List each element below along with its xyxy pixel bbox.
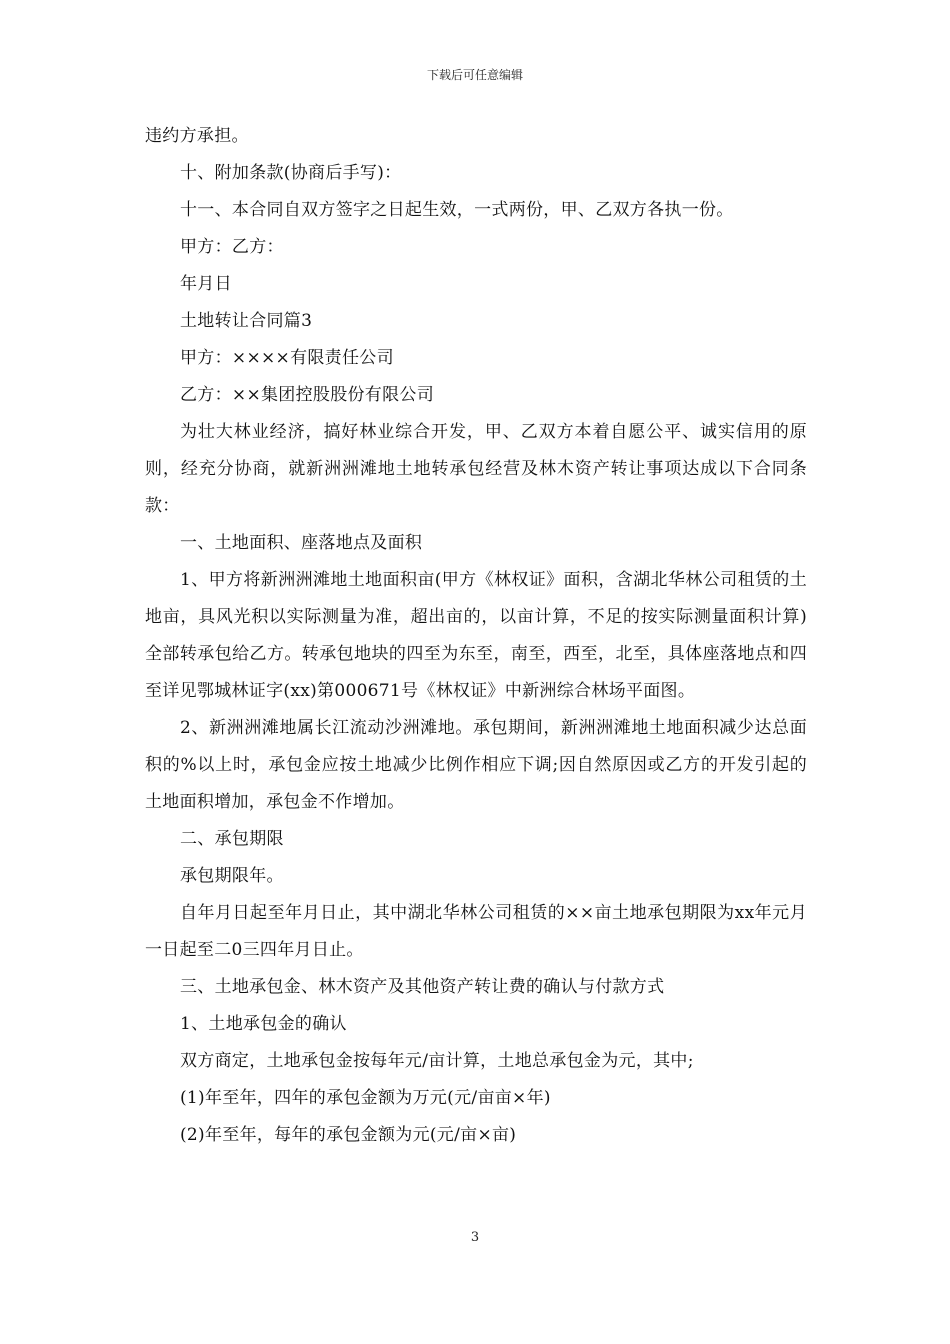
document-body: [145, 118, 807, 1154]
paragraph: 双方商定，土地承包金按每年元/亩计算，土地总承包金为元，其中;: [180, 1051, 694, 1071]
paragraph: 承包期限年。: [180, 866, 284, 886]
paragraph: 自年月日起至年月日止，其中湖北华林公司租赁的××亩土地承包期限为xx年元月一日起至二0三四年月日止。: [145, 903, 807, 960]
paragraph: 为壮大林业经济，搞好林业综合开发，甲、乙双方本着自愿公平、诚实信用的原则，经充分协商，就新洲洲滩地土地转承包经营及林木资产转让事项达成以下合同条款：: [145, 422, 807, 516]
paragraph: 2、新洲洲滩地属长江流动沙洲滩地。承包期间，新洲洲滩地土地面积减少达总面积的%以上时，承包金应按土地减少比例作相应下调;因自然原因或乙方的开发引起的土地面积增加，承包金不作增加。: [145, 718, 807, 812]
clause-heading: 三、土地承包金、林木资产及其他资产转让费的确认与付款方式: [180, 977, 665, 997]
clause-heading: 二、承包期限: [180, 829, 284, 849]
clause-heading: 一、土地面积、座落地点及面积: [180, 533, 423, 553]
page-header: 下载后可任意编辑: [426, 68, 523, 82]
paragraph: 1、甲方将新洲洲滩地土地面积亩(甲方《林权证》面积，含湖北华林公司租赁的土地亩，具风光积以实际测量为准，超出亩的，以亩计算，不足的按实际测量面积计算)全部转承包给乙方。转承包地块的四至为东至，南至，西至，北至，具体座落地点和四至详见鄂城林证字(xx)第000671号《林权证》中新洲综合林场平面图。: [145, 570, 807, 701]
paragraph: 违约方承担。: [145, 126, 249, 146]
list-item: (2)年至年，每年的承包金额为元(元/亩×亩): [180, 1125, 517, 1145]
list-item: (1)年至年，四年的承包金额为万元(元/亩亩×年): [180, 1088, 551, 1108]
party-b: 乙方：××集团控股股份有限公司: [180, 385, 434, 405]
paragraph: 十、附加条款(协商后手写)：: [180, 163, 402, 183]
page-number: 3: [470, 1230, 480, 1245]
party-a: 甲方：××××有限责任公司: [180, 348, 394, 368]
paragraph: 年月日: [180, 274, 232, 294]
paragraph: 甲方：乙方：: [180, 237, 284, 257]
paragraph: 十一、本合同自双方签字之日起生效，一式两份，甲、乙双方各执一份。: [180, 200, 734, 220]
section-title: 土地转让合同篇3: [180, 311, 313, 331]
sub-clause-heading: 1、土地承包金的确认: [180, 1014, 347, 1034]
